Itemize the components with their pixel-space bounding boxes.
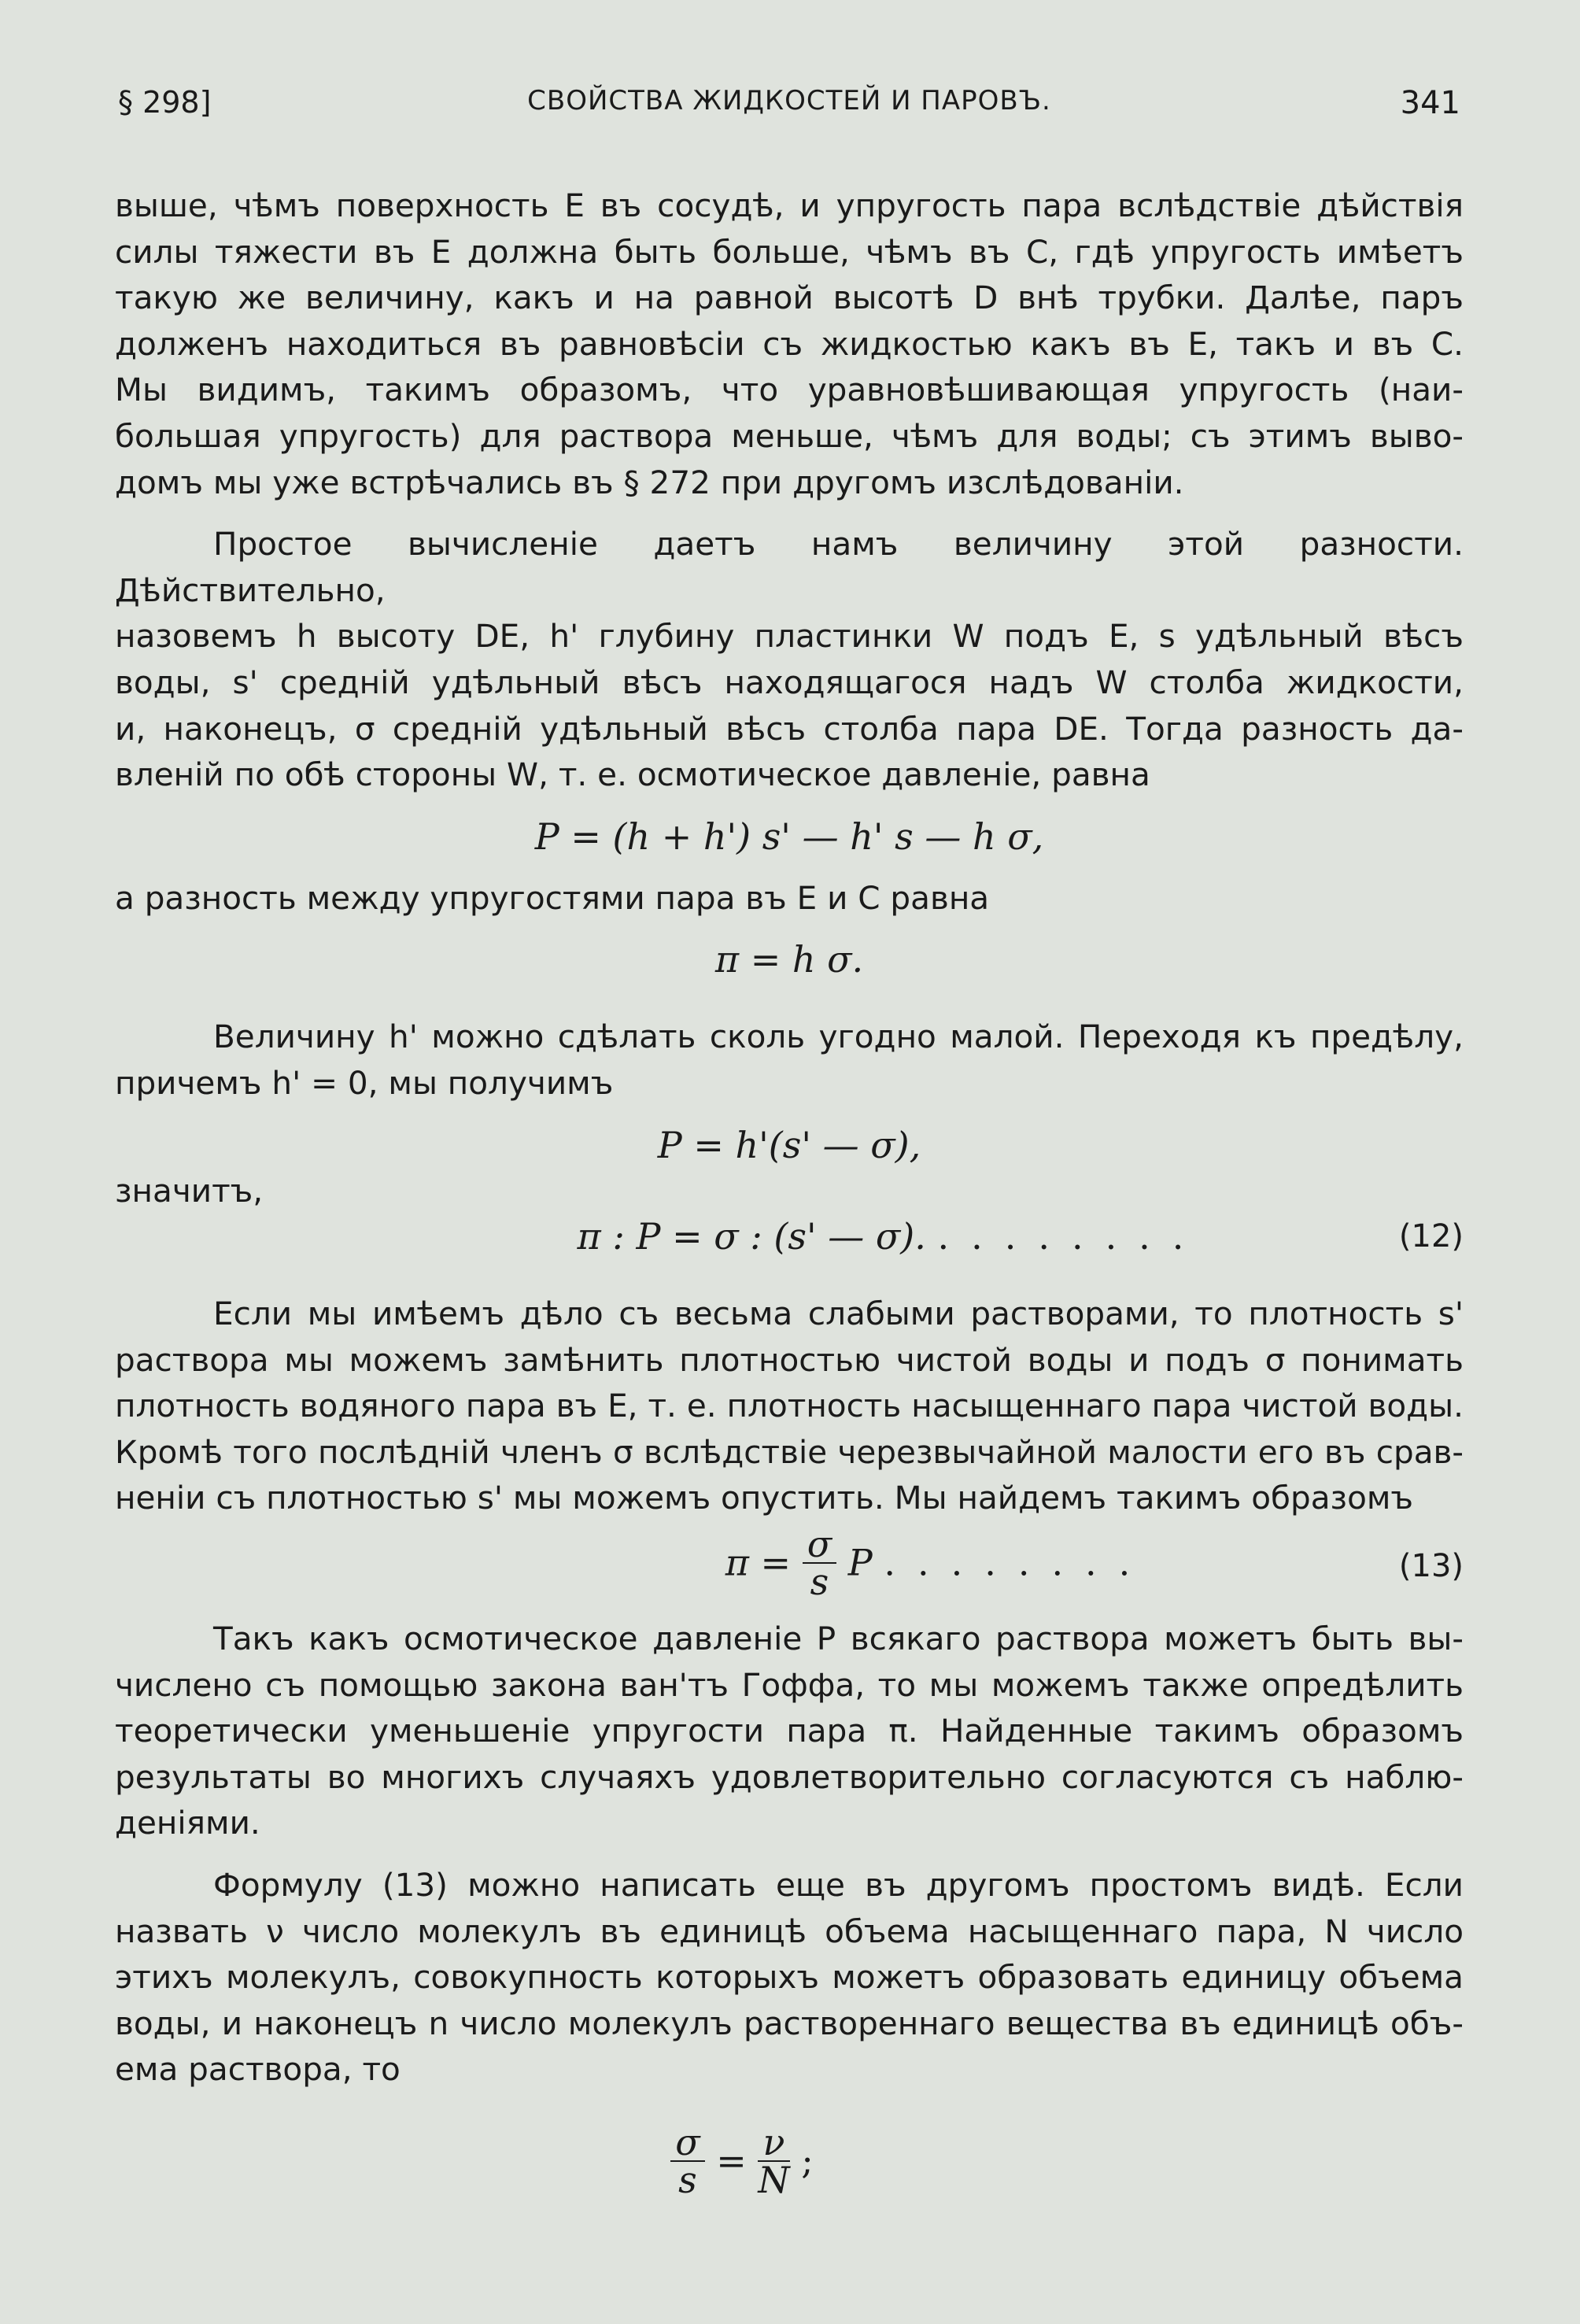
text-line: большая упругость) для раствора меньше, чѣмъ для воды; съ этимъ выво- bbox=[115, 416, 1464, 455]
text-line: деніями. bbox=[115, 1804, 260, 1842]
text-line: Если мы имѣемъ дѣло съ весьма слабыми растворами, то плотность s' bbox=[213, 1295, 1464, 1333]
paragraph-4 bbox=[115, 1014, 1464, 1106]
text-line: Кромѣ того послѣдній членъ σ вслѣдствіе черезвычайной малости его въ срав- bbox=[115, 1432, 1464, 1471]
text-line: причемъ h' = 0, мы получимъ bbox=[115, 1063, 614, 1102]
equation-osmotic-pressure bbox=[115, 814, 1464, 859]
text-line: Формулу (13) можно написать еще въ другомъ простомъ видѣ. Если bbox=[213, 1866, 1464, 1905]
text-line: выше, чѣмъ поверхность E въ сосудѣ, и упругость пара вслѣдствіе дѣйствія bbox=[115, 187, 1464, 224]
fraction-denominator: s bbox=[810, 1561, 829, 1604]
equation-limit bbox=[115, 1122, 1464, 1168]
text-line: результаты во многихъ случаяхъ удовлетворительно согласуются съ наблю- bbox=[115, 1757, 1464, 1796]
text-line: назовемъ h высоту DE, h' глубину пластинки W подъ E, s удѣльный вѣсъ bbox=[115, 617, 1464, 656]
text-line: Такъ какъ осмотическое давленіе P всякаго раствора можетъ быть вы- bbox=[213, 1620, 1464, 1658]
equation-text: π = h σ. bbox=[714, 938, 864, 981]
fraction-numerator: σ bbox=[803, 1526, 836, 1564]
paragraph-7 bbox=[115, 1616, 1464, 1846]
fraction-numerator: σ bbox=[670, 2124, 704, 2162]
text-line: плотность водяного пара въ E, т. е. плотность насыщеннаго пара чистой воды. bbox=[115, 1387, 1464, 1425]
equation-text: P = h'(s' — σ), bbox=[657, 1123, 921, 1166]
equation-rhs: P bbox=[847, 1541, 873, 1584]
text-line: долженъ находиться въ равновѣсіи съ жидкостью какъ въ E, такъ и въ C. bbox=[115, 324, 1464, 363]
fraction-numerator: ν bbox=[758, 2124, 789, 2162]
text-line: теоретически уменьшеніе упругости пара π. Найденные такимъ образомъ bbox=[115, 1712, 1464, 1750]
text-line: числено съ помощью закона ван'тъ Гоффа, то мы можемъ также опредѣлить bbox=[115, 1665, 1464, 1704]
text-line: значитъ, bbox=[115, 1171, 264, 1210]
text-line: неніи съ плотностью s' мы можемъ опустить. Мы найдемъ такимъ образомъ bbox=[115, 1479, 1414, 1517]
equation-text: P = (h + h') s' — h' s — h σ, bbox=[534, 815, 1044, 858]
equation-number: (12) bbox=[1398, 1218, 1464, 1255]
fraction-denominator: s bbox=[678, 2159, 697, 2201]
paragraph-5 bbox=[115, 1168, 1464, 1214]
equation-13 bbox=[115, 1521, 1464, 1604]
leader-dots: ........ bbox=[937, 1215, 1206, 1258]
text-line: этихъ молекулъ, совокупность которыхъ можетъ образовать единицу объема bbox=[115, 1958, 1464, 1997]
text-line: ема раствора, то bbox=[115, 2050, 401, 2089]
page-header bbox=[118, 85, 1460, 132]
paragraph-6 bbox=[115, 1291, 1464, 1521]
text-line: Величину h' можно сдѣлать сколь угодно малой. Переходя къ предѣлу, bbox=[213, 1018, 1464, 1056]
section-reference: § 298] bbox=[118, 85, 212, 120]
text-line: силы тяжести въ E должна быть больше, чѣмъ въ C, гдѣ упругость имѣетъ bbox=[115, 232, 1464, 271]
equation-number: (13) bbox=[1398, 1548, 1464, 1585]
equation-12 bbox=[115, 1214, 1464, 1259]
text-line: раствора мы можемъ замѣнить плотностью чистой воды и подъ σ понимать bbox=[115, 1340, 1464, 1379]
equation-equals: = bbox=[716, 2139, 747, 2182]
text-line: вленій по обѣ стороны W, т. е. осмотическое давленіе, равна bbox=[115, 756, 1150, 794]
text-line: Простое вычисленіе даетъ намъ величину этой разности. Дѣйствительно, bbox=[115, 525, 1464, 609]
paragraph-2 bbox=[115, 521, 1464, 798]
text-line: воды, и наконецъ n число молекулъ раствореннаго вещества въ единицѣ объ- bbox=[115, 2004, 1464, 2042]
running-title: СВОЙСТВА ЖИДКОСТЕЙ И ПАРОВЪ. bbox=[527, 85, 1051, 116]
text-line: Мы видимъ, такимъ образомъ, что уравновѣшивающая упругость (наи- bbox=[115, 371, 1464, 409]
equation-fraction bbox=[758, 2121, 790, 2201]
paragraph-3 bbox=[115, 875, 1464, 922]
page-body bbox=[115, 183, 1464, 2211]
paragraph-8 bbox=[115, 1862, 1464, 2093]
equation-fraction bbox=[803, 1523, 836, 1604]
text-line: такую же величину, какъ и на равной высотѣ D внѣ трубки. Далѣе, паръ bbox=[115, 279, 1464, 317]
equation-molecule-ratio bbox=[115, 2121, 1464, 2211]
paragraph-1 bbox=[115, 183, 1464, 505]
text-line: домъ мы уже встрѣчались въ § 272 при другомъ изслѣдованіи. bbox=[115, 463, 1184, 501]
leader-dots: ........ bbox=[884, 1541, 1153, 1584]
equation-fraction bbox=[670, 2121, 704, 2201]
equation-end: ; bbox=[801, 2139, 814, 2182]
equation-lhs: π = bbox=[725, 1541, 792, 1584]
text-line: и, наконецъ, σ средній удѣльный вѣсъ столба пара DE. Тогда разность да- bbox=[115, 709, 1464, 748]
text-line: назвать ν число молекулъ въ единицѣ объема насыщеннаго пара, N число bbox=[115, 1912, 1464, 1950]
equation-text: π : P = σ : (s' — σ). bbox=[577, 1215, 926, 1258]
page-number: 341 bbox=[1400, 85, 1460, 121]
text-line: а разность между упругостями пара въ E и C равна bbox=[115, 878, 990, 917]
equation-pressure-difference bbox=[115, 937, 1464, 982]
text-line: воды, s' средній удѣльный вѣсъ находящагося надъ W столба жидкости, bbox=[115, 663, 1464, 701]
fraction-denominator: N bbox=[758, 2159, 790, 2201]
